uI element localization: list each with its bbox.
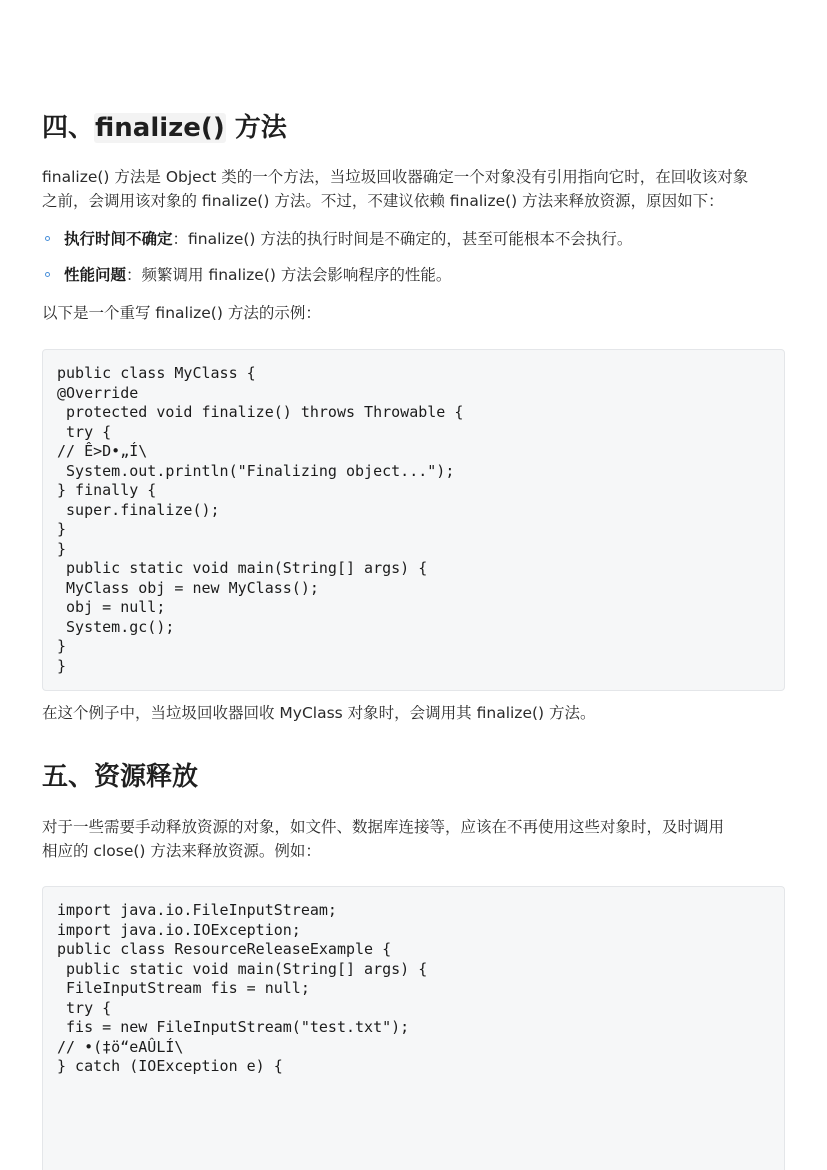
code-text-resource-release: import java.io.FileInputStream; import java.io.IOException; public class ResourceReleaseExample { public static void main(String[] args) { FileInputStream fis = null; try { fis = new FileInputStream("test.txt"); // •(‡ö“eAÛLÍ\ } catch (IOException e) { (57, 901, 428, 1075)
list-item (42, 263, 785, 287)
section-5-intro (42, 815, 792, 863)
reasons-list (42, 227, 785, 287)
section-4-heading-suffix: 方法 (225, 113, 287, 143)
section-4-conclusion: 在这个例子中，当垃圾回收器回收 MyClass 对象时，会调用其 finalize() 方法。 (42, 704, 596, 722)
section-4-heading (42, 111, 287, 145)
code-block-resource-release (42, 886, 785, 1170)
list-item (42, 227, 785, 251)
bullet-circle-icon (45, 236, 50, 241)
code-block-finalize (42, 349, 785, 691)
example-intro: 以下是一个重写 finalize() 方法的示例： (42, 304, 321, 322)
section-5-heading: 五、资源释放 (42, 762, 199, 792)
code-text-finalize: public class MyClass { @Override protected void finalize() throws Throwable { try { // Ê>D•„Í\ System.out.println("Finalizing object..."); } finally { super.finalize(); } } public static void main(String[] args) { MyClass obj = new MyClass(); obj = null; System.gc(); } } (57, 364, 464, 675)
section-4-intro (42, 165, 792, 213)
list-item-text: ：频繁调用 finalize() 方法会影响程序的性能。 (126, 266, 452, 284)
section-5-intro-line-1: 对于一些需要手动释放资源的对象，如文件、数据库连接等，应该在不再使用这些对象时，及时调用 (42, 818, 725, 836)
section-4-heading-prefix: 四、 (42, 113, 95, 143)
section-5-intro-line-2: 相应的 close() 方法来释放资源。例如： (42, 842, 321, 860)
list-item-text: ：finalize() 方法的执行时间是不确定的，甚至可能根本不会执行。 (172, 230, 633, 248)
list-item-label: 执行时间不确定 (64, 230, 173, 248)
section-4-intro-line-1: finalize() 方法是 Object 类的一个方法，当垃圾回收器确定一个对象没有引用指向它时，在回收该对象 (42, 168, 749, 186)
section-4-intro-line-2: 之前，会调用该对象的 finalize() 方法。不过，不建议依赖 finalize() 方法来释放资源，原因如下： (42, 192, 724, 210)
list-item-label: 性能问题 (64, 266, 127, 284)
bullet-circle-icon (45, 272, 50, 277)
section-4-heading-term: finalize() (95, 113, 225, 143)
